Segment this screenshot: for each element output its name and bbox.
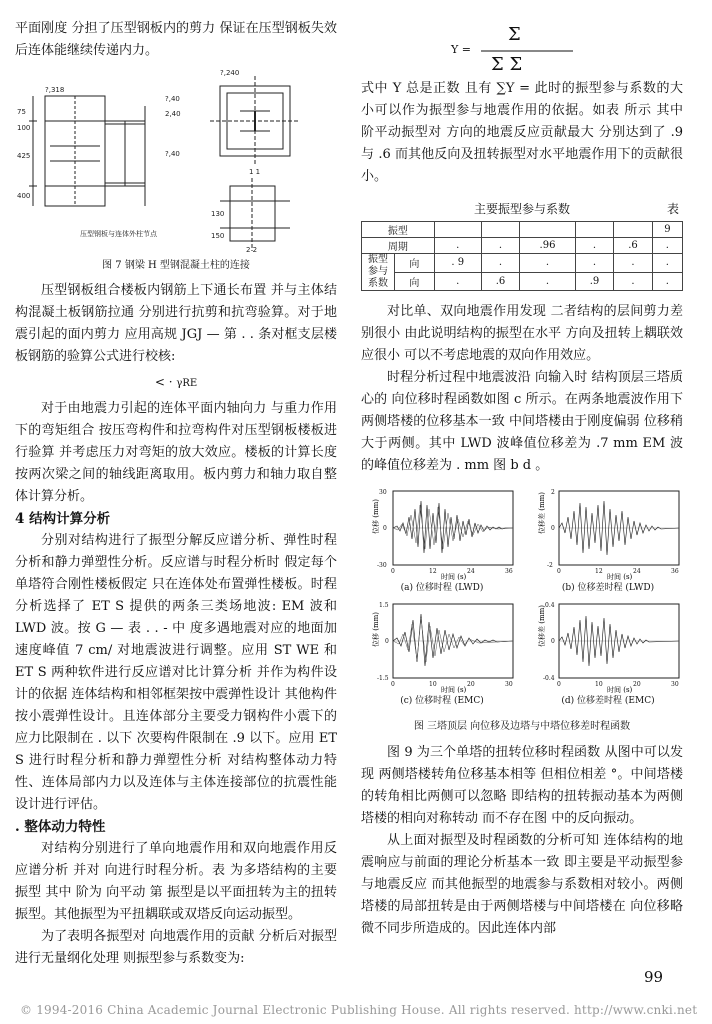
y-tick-label: 0 — [551, 525, 555, 532]
displacement-diff-plot-emc — [533, 600, 683, 695]
mode-participation-table — [361, 221, 683, 291]
y-tick-label: 0 — [551, 638, 555, 645]
y-tick-label: 1.5 — [379, 602, 389, 609]
table-cell: . — [614, 272, 653, 291]
y-tick-label: 0.4 — [545, 602, 555, 609]
x-tick-label: 0 — [557, 568, 561, 575]
right-column — [361, 18, 683, 940]
table-cell: . 9 — [434, 254, 481, 273]
y-tick-label: 0 — [383, 525, 387, 532]
table-cell — [434, 222, 481, 238]
table-row — [362, 254, 683, 273]
y-tick-label: -2 — [547, 562, 553, 569]
x-tick-label: 20 — [467, 681, 475, 688]
y-tick-label: -0.4 — [543, 675, 555, 682]
x-axis-label: 时间 (s) — [441, 573, 467, 581]
dim-label: ?,40 — [165, 150, 180, 158]
x-tick-label: 36 — [671, 568, 679, 575]
left-column — [15, 18, 337, 970]
table-cell: . — [520, 254, 575, 273]
x-tick-label: 12 — [429, 568, 437, 575]
dim-label: 425 — [17, 152, 31, 160]
figure-caption: 图 7 钢梁 H 型钢混凝土柱的连接 — [102, 260, 250, 271]
panel-a — [367, 487, 517, 594]
equation — [361, 18, 683, 78]
table-cell: . — [614, 254, 653, 273]
x-axis-label: 时间 (s) — [607, 686, 633, 694]
equation-numerator: Σ — [508, 24, 521, 45]
copyright-footer: © 1994-2016 China Academic Journal Electronic Publishing House. All rights reserved. http://www.cnki.net — [20, 1003, 698, 1017]
dim-label: 75 — [17, 108, 26, 116]
paragraph: 对比单、双向地震作用发现 二者结构的层间剪力差别很小 由此说明结构的振型在水平 方向及扭转上耦联效应很小 可以不考虑地震的双向作用效应。 — [361, 304, 683, 363]
paragraph: 时程分析过程中地震波沿 向输入时 结构顶层三塔质心的 向位移时程函数如图 c 所示。在两条地震波作用下 两侧塔楼的位移基本一致 中间塔楼由于刚度偏弱 位移稍大于两侧。其中 LWD 波峰值位移差为 .7 mm EM 波的峰值位移差为 . mm 图 b d 。 — [361, 370, 683, 473]
section-label: 1 1 — [249, 168, 261, 176]
y-axis-label: 位移 (mm) — [372, 612, 380, 647]
paragraph: 对结构分别进行了单向地震作用和双向地震作用反应谱分析 并对 向进行时程分析。表 为多塔结构的主要振型 其中 阶为 向平动 第 振型是以平面扭转为主的扭转振型。其他振型为平扭耦联或双塔反向运动振型。 — [15, 841, 337, 922]
table-cell: . — [481, 254, 520, 273]
displacement-diff-plot-lwd — [533, 487, 683, 582]
y-axis-label: 位移差 (mm) — [538, 492, 546, 534]
table-cell — [614, 222, 653, 238]
formula — [15, 372, 337, 394]
formula-text: < · — [154, 375, 177, 389]
x-tick-label: 30 — [505, 681, 513, 688]
x-tick-label: 0 — [391, 681, 395, 688]
panel-caption: (d) 位移差时程 (EMC) — [561, 696, 655, 706]
y-tick-label: 0 — [385, 638, 389, 645]
formula-subscript: γRE — [176, 378, 198, 389]
section-label: 2 2 — [246, 246, 258, 254]
y-tick-label: 30 — [379, 489, 387, 496]
x-tick-label: 36 — [505, 568, 513, 575]
table-cell: 9 — [652, 222, 682, 238]
paragraph: 平面刚度 分担了压型钢板内的剪力 保证在压型钢板失效后连体能继续传递内力。 — [15, 21, 337, 58]
table-cell: . — [575, 238, 614, 254]
table-title-text: 主要振型参与系数 — [473, 202, 570, 216]
sub-caption: 压型钢板与连体外柱节点 — [80, 230, 157, 238]
section-heading: 4 结构计算分析 — [15, 511, 111, 527]
table-cell: . — [652, 238, 682, 254]
dim-label: 2,40 — [165, 110, 181, 118]
panel-caption: (a) 位移时程 (LWD) — [400, 583, 484, 593]
y-axis-label: 位移 (mm) — [372, 499, 380, 534]
table-cell: . — [575, 254, 614, 273]
subsection-heading: . 整体动力特性 — [15, 819, 106, 835]
paragraph: 压型钢板组合楼板内钢筋上下通长布置 并与主体结构混凝土板钢筋拉通 分别进行抗剪和抗弯验算。对于地震引起的面内剪力 应用高规 JGJ — 第 . . 条对框支层楼板钢筋的验算公式进行校核: — [15, 283, 337, 364]
x-tick-label: 12 — [595, 568, 603, 575]
dim-label: ?,240 — [220, 69, 240, 77]
table-cell: . — [434, 238, 481, 254]
paragraph: 图 9 为三个单塔的扭转位移时程函数 从图中可以发现 两侧塔楼转角位移基本相等 但相位相差 °。中间塔楼的转角相比两侧可以忽略 即结构的扭转振动基本为两侧塔楼的相向对称转动 而不存在图 中的反向振动。 — [361, 745, 683, 826]
table-title — [361, 200, 683, 217]
paragraph: 从上面对振型及时程函数的分析可知 连体结构的地震响应与前面的理论分析基本一致 即主要是平动振型参与地震反应 而其他振型的地震参与系数相对较小。两侧塔楼的局部扭转是由于两侧塔楼与中间塔楼在 向位移略微不同步所造成的。因此连体内部 — [361, 833, 683, 936]
dim-label: 150 — [211, 232, 225, 240]
table-cell: 周期 — [362, 238, 435, 254]
panel-c — [367, 600, 517, 707]
figure-7 — [15, 66, 337, 256]
x-tick-label: 0 — [391, 568, 395, 575]
table-cell: . — [481, 238, 520, 254]
table-cell: . — [520, 272, 575, 291]
table-cell: . — [652, 272, 682, 291]
table-cell: .6 — [481, 272, 520, 291]
table-row — [362, 238, 683, 254]
beam-column-connection-drawing — [15, 66, 337, 256]
figure-8 — [367, 487, 683, 707]
table-cell: .9 — [575, 272, 614, 291]
table-cell: 振型 — [362, 222, 435, 238]
equation-lhs: Y = — [451, 43, 471, 56]
x-tick-label: 10 — [429, 681, 437, 688]
dim-label: ?,318 — [45, 86, 65, 94]
paragraph: 式中 Y 总是正数 且有 ∑Y = 此时的振型参与系数的大小可以作为振型参与地震作用的依据。如表 所示 其中 阶平动振型对 方向的地震反应贡献最大 分别达到了 .9 与 .6 而其他反向及扭转振型对水平地震作用下的贡献很小。 — [361, 81, 683, 184]
table-cell — [520, 222, 575, 238]
paragraph: 对于由地震力引起的连体平面内轴向力 与重力作用下的弯矩组合 按压弯构件和拉弯构件对压型钢板楼板进行验算 并考虑压力对弯矩的放大效应。楼板的计算长度按两次梁之间的轴线距离取用。板内剪力和轴力取自整体计算分析。 — [15, 401, 337, 504]
x-tick-label: 10 — [595, 681, 603, 688]
table-cell: 向 — [395, 254, 435, 273]
y-tick-label: -30 — [377, 562, 387, 569]
displacement-plot-lwd — [367, 487, 517, 582]
x-tick-label: 24 — [467, 568, 475, 575]
x-axis-label: 时间 (s) — [607, 573, 633, 581]
x-axis-label: 时间 (s) — [441, 686, 467, 694]
table-cell: . — [434, 272, 481, 291]
paragraph: 分别对结构进行了振型分解反应谱分析、弹性时程分析和静力弹塑性分析。反应谱与时程分析时 假定每个单塔符合刚性楼板假定 只在连体处布置弹性楼板。时程分析选择了 ET S 提供的两条三类场地波: EM 波和 LWD 波。按 G — 表 . . - 中 度多遇地震对应的地面加速度峰值 7 cm/ 对地震波进行调整。应用 ST WE 和 ET S 两种软件进行反应谱对比计算分析 并作为构件设计的依据 连体结构和相邻框架按中震弹性设计 其他构件按小震弹性设计。且连体部分主要受力钢构件小震下的应力比限制在 . 以下 次要构件限制在 .9 以下。应用 ET S 进行时程分析和静力弹塑性分析 对结构整体动力特性、连体局部内力以及连体与主体连接部位的抗震性能设计进行评估。 — [15, 533, 337, 812]
dim-label: 100 — [17, 124, 31, 132]
y-axis-label: 位移差 (mm) — [538, 605, 546, 647]
y-tick-label: 2 — [551, 489, 555, 496]
dim-label: 400 — [17, 192, 31, 200]
table-cell: 向 — [395, 272, 435, 291]
table-row — [362, 222, 683, 238]
dim-label: 130 — [211, 210, 225, 218]
equation-denominator: Σ Σ — [491, 54, 523, 75]
displacement-plot-emc — [367, 600, 517, 695]
table-row — [362, 272, 683, 291]
dim-label: ?,40 — [165, 95, 180, 103]
x-tick-label: 24 — [633, 568, 641, 575]
panel-caption: (b) 位移差时程 (LWD) — [561, 583, 655, 593]
x-tick-label: 30 — [671, 681, 679, 688]
x-tick-label: 20 — [633, 681, 641, 688]
table-cell — [575, 222, 614, 238]
table-cell: 振型参与系数 — [362, 254, 395, 291]
table-cell — [481, 222, 520, 238]
y-tick-label: -1.5 — [377, 675, 389, 682]
table-number: 表 — [666, 202, 679, 216]
table-cell: . — [652, 254, 682, 273]
panel-caption: (c) 位移时程 (EMC) — [400, 696, 484, 706]
panel-d — [533, 600, 683, 707]
x-tick-label: 0 — [557, 681, 561, 688]
page-number: 99 — [644, 968, 664, 986]
table-cell: .6 — [614, 238, 653, 254]
panel-b — [533, 487, 683, 594]
table-cell: .96 — [520, 238, 575, 254]
paragraph: 为了表明各振型对 向地震作用的贡献 分析后对振型进行无量纲化处理 则振型参与系数变为: — [15, 929, 337, 966]
figure-caption: 图 三塔顶层 向位移及边塔与中塔位移差时程函数 — [413, 721, 631, 732]
